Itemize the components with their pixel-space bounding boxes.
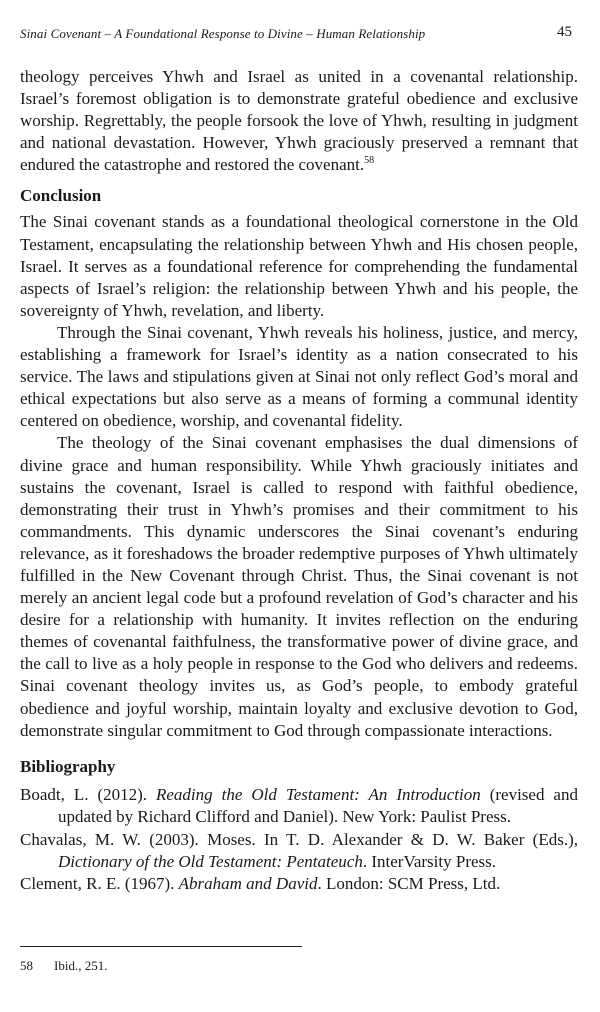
footnote xyxy=(20,958,107,974)
bib-title: Dictionary of the Old Testament: Pentateuch xyxy=(58,851,363,871)
bib-publication: (revised and updated by Richard Clifford and Daniel). New York: Paulist Press. xyxy=(58,784,578,827)
conclusion-paragraph: The Sinai covenant stands as a foundational theological cornerstone in the Old Testament, encapsulating the relationship between Yhwh and His chosen people, Israel. It serves as a foundational reference for comprehending the fundamental aspects of Israel’s religion: the relationship between Yhwh and his people, the sovereignty of Yhwh, revelation, and liberty. xyxy=(20,212,578,320)
intro-text: theology perceives Yhwh and Israel as united in a covenantal relationship. Israel’s foremost obligation is to demonstrate grateful obedience and exclusive worship. Regrettably, the people forsook the love of Yhwh, resulting in judgment and national devastation. However, Yhwh graciously preserved a remnant that endured the catastrophe and restored the covenant. xyxy=(20,67,578,175)
footnote-text: Ibid., 251. xyxy=(54,958,108,973)
conclusion-heading: Conclusion xyxy=(20,186,102,206)
conclusion-paragraph: Through the Sinai covenant, Yhwh reveals his holiness, justice, and mercy, establishing a framework for Israel’s identity as a nation consecrated to his service. The laws and stipulations given at Sinai not only reflect God’s moral and ethical expectations but also serve as a means of forming a communal identity centered on obedience, worship, and covenantal fidelity. xyxy=(20,322,578,431)
bib-title: Reading the Old Testament: An Introduction xyxy=(156,784,481,804)
bib-title: Abraham and David xyxy=(178,874,318,894)
bib-publication: . London: SCM Press, Ltd. xyxy=(317,874,501,894)
footnote-divider xyxy=(20,946,302,947)
bibliography-entry xyxy=(20,873,578,895)
bibliography-entry xyxy=(20,829,578,874)
bib-publication: . InterVarsity Press. xyxy=(362,851,497,871)
footnote-reference[interactable]: 58 xyxy=(364,155,375,167)
page-number: 45 xyxy=(557,24,572,40)
bib-author-year: Clement, R. E. (1967). xyxy=(20,874,179,894)
page-body xyxy=(20,66,578,896)
bib-author-year: Boadt, L. (2012). xyxy=(20,784,156,804)
bib-author-year: Chavalas, M. W. (2003). Moses. In T. D. Alexander & D. W. Baker (Eds.), xyxy=(20,829,578,849)
bibliography-entry xyxy=(20,784,578,829)
intro-paragraph xyxy=(20,66,578,176)
bibliography-heading: Bibliography xyxy=(20,756,116,776)
footnote-number: 58 xyxy=(20,958,33,973)
conclusion-paragraph: The theology of the Sinai covenant emphasises the dual dimensions of divine grace and human responsibility. While Yhwh graciously initiates and sustains the covenant, Israel is called to respond with faithful obedience, demonstrating their trust in Yhwh’s promises and their commitment to his commandments. This dynamic underscores the Sinai covenant’s enduring relevance, as it foreshadows the broader redemptive purposes of Yhwh ultimately fulfilled in the New Covenant through Christ. Thus, the Sinai covenant is not merely an ancient legal code but a profound revelation of God’s character and his desire for a relationship with humanity. It invites reflection on the enduring themes of covenantal faithfulness, the transformative power of divine grace, and the call to live as a holy people in response to the God who delivers and redeems. Sinai covenant theology invites us, as God’s people, to embody grateful obedience and joyful worship, maintain loyalty and exclusive devotion to God, demonstrate singular commitment to God through compassionate interactions. xyxy=(20,433,578,740)
running-head: Sinai Covenant – A Foundational Response to Divine – Human Relationship xyxy=(20,26,426,41)
